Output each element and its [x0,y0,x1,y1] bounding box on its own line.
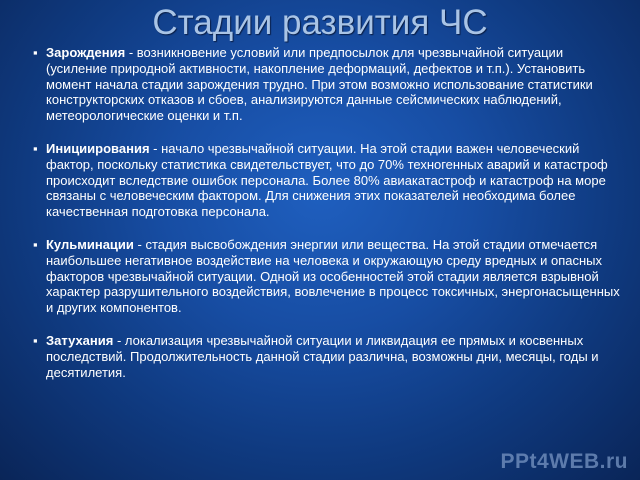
stage-description: - возникновение условий или предпосылок для чрезвычайной ситуации (усиление природной активности, накопление деформаций, дефектов и т.п.). Установить момент начала стадии зарождения трудно. При этом возможно использование статистики конструкторских отказов и сбоев, анализируются данные сейсмических наблюдений, метеорологические оценки и т.п. [46,45,593,124]
list-item-attenuation [33,332,624,380]
watermark-logo: PPt4WEB.ru [500,450,628,473]
stage-term: Затухания [46,332,114,348]
stage-term: Кульминации [46,236,134,252]
bullet-icon: ▪ [33,236,38,252]
stage-description: - стадия высвобождения энергии или вещества. На этой стадии отмечается наибольшее негативное воздействие на человека и окружающую среду вредных и опасных факторов чрезвычайной ситуации. Одной из особенностей этой стадии является взрывной характер разрушительного воздействия, вовлечение в процесс токсичных, энергонасыщенных и других компонентов. [46,236,620,316]
stage-term: Инициирования [46,140,150,156]
stage-term: Зарождения [46,45,126,60]
stages-list [33,45,624,397]
list-item-culmination [33,236,624,316]
bullet-icon: ▪ [33,45,38,60]
list-item-initiation [33,140,624,220]
list-item-origin [33,45,624,124]
bullet-icon: ▪ [33,140,38,156]
stage-description: - начало чрезвычайной ситуации. На этой стадии важен человеческий фактор, поскольку статистика свидетельствует, что до 70% техногенных аварий и катастроф происходит вследствие ошибок персонала. Более 80% авиакатастроф и катастроф на море связаны с человеческим фактором. Для снижения этих показателей необходима более качественная подготовка персонала. [46,140,608,220]
slide-title: Стадии развития ЧС [152,3,488,42]
stage-description: - локализация чрезвычайной ситуации и ликвидация ее прямых и косвенных последствий. Продолжительность данной стадии различна, возможны дни, месяцы, годы и десятилетия. [46,332,599,380]
bullet-icon: ▪ [33,332,38,348]
